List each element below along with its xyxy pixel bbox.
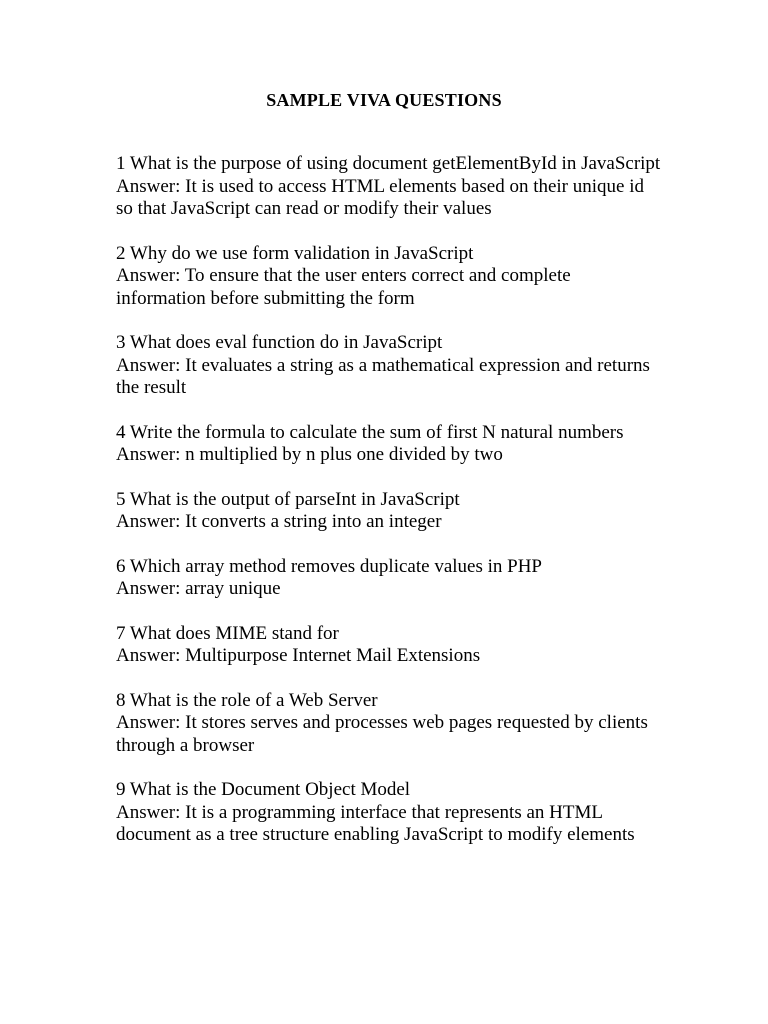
answer-text: Answer: It converts a string into an integer bbox=[116, 511, 442, 532]
answer-text: Answer: To ensure that the user enters correct and complete information before submitting the form bbox=[116, 265, 571, 309]
qa-item-4 bbox=[116, 422, 661, 467]
answer-text: Answer: Multipurpose Internet Mail Extensions bbox=[116, 645, 481, 666]
question-text: 5 What is the output of parseInt in JavaScript bbox=[116, 488, 460, 510]
question-text: 9 What is the Document Object Model bbox=[116, 779, 411, 800]
page-title: SAMPLE VIVA QUESTIONS bbox=[266, 90, 502, 110]
qa-list bbox=[116, 153, 661, 869]
answer-text: Answer: array unique bbox=[116, 578, 281, 599]
question-text: 3 What does eval function do in JavaScript bbox=[116, 332, 443, 353]
qa-item-8 bbox=[116, 690, 661, 758]
answer-text: Answer: It stores serves and processes web pages requested by clients through a browser bbox=[116, 712, 648, 756]
qa-item-5 bbox=[116, 489, 661, 534]
qa-item-7 bbox=[116, 623, 661, 668]
qa-item-1 bbox=[116, 153, 661, 221]
question-text: 4 Write the formula to calculate the sum of first N natural numbers bbox=[116, 421, 624, 443]
question-text: 8 What is the role of a Web Server bbox=[116, 689, 378, 711]
answer-text: Answer: n multiplied by n plus one divided by two bbox=[116, 444, 503, 465]
qa-item-3 bbox=[116, 332, 661, 400]
qa-item-2 bbox=[116, 243, 661, 311]
qa-item-6 bbox=[116, 556, 661, 601]
question-text: 1 What is the purpose of using document getElementById in JavaScript bbox=[116, 153, 661, 174]
qa-item-9 bbox=[116, 779, 661, 847]
answer-text: Answer: It is used to access HTML elements based on their unique id so that JavaScript can read or modify their values bbox=[116, 175, 645, 219]
answer-text: Answer: It is a programming interface that represents an HTML document as a tree structure enabling JavaScript to modify elements bbox=[116, 801, 635, 845]
answer-text: Answer: It evaluates a string as a mathematical expression and returns the result bbox=[116, 354, 650, 398]
question-text: 6 Which array method removes duplicate values in PHP bbox=[116, 555, 542, 577]
question-text: 7 What does MIME stand for bbox=[116, 622, 339, 644]
question-text: 2 Why do we use form validation in JavaScript bbox=[116, 242, 474, 264]
